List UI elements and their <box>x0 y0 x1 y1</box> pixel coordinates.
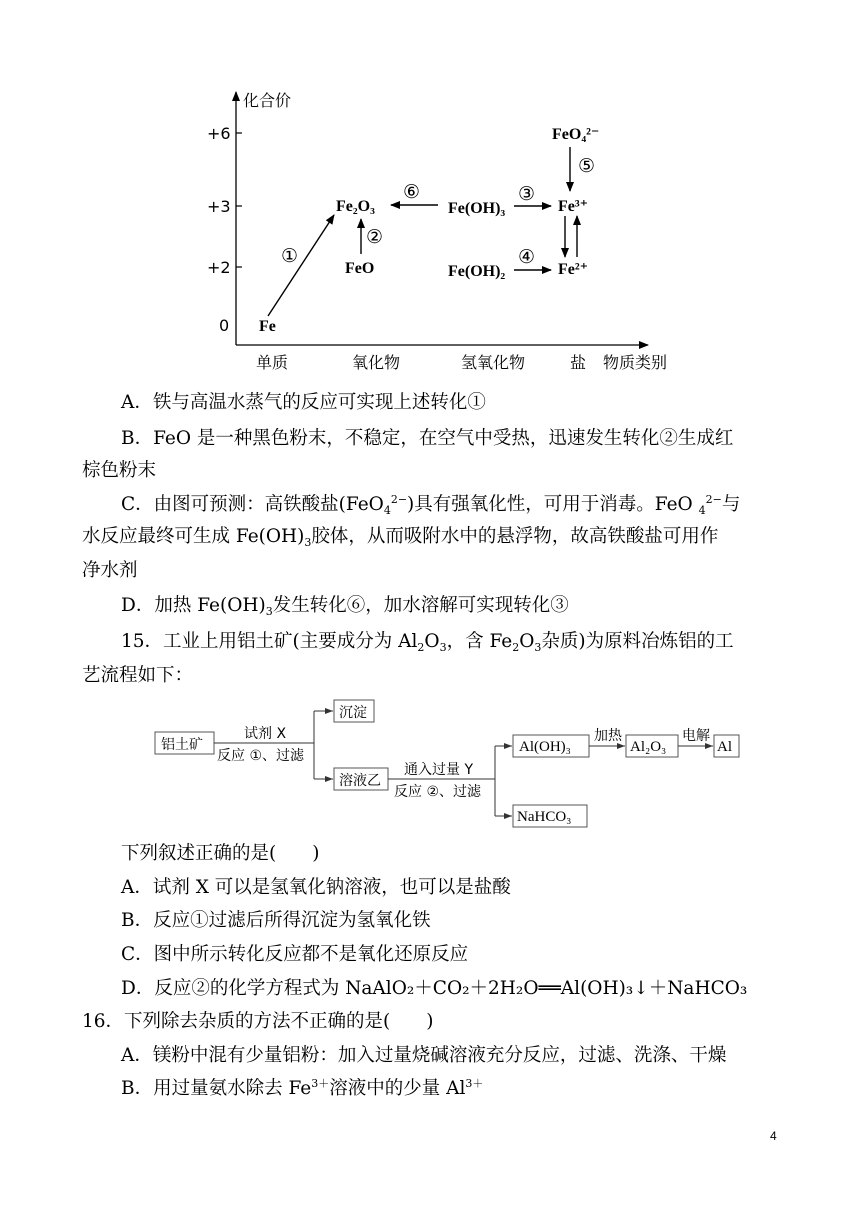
marker-5: ⑤ <box>578 155 596 177</box>
species-feo: FeO <box>345 260 375 277</box>
x-category: 盐 <box>570 353 587 372</box>
q16-option-b: B．用过量氨水除去 $Fe^{3+}$溶液中的少量 $Al^{3+}$ <box>121 1077 484 1099</box>
box-solution-b: 溶液乙 <box>339 773 381 789</box>
marker-4: ④ <box>518 246 536 268</box>
q14-option-d: D．加热 $Fe(OH)_3$发生转化⑥，加水溶解可实现转化③ <box>121 595 569 618</box>
q15-question: 下列叙述正确的是( ) <box>121 843 320 864</box>
y-tick: +6 <box>207 124 231 143</box>
label-reagent-x: 试剂 X <box>244 726 287 742</box>
q15-stem-cont: 艺流程如下： <box>82 665 194 686</box>
x-category: 单质 <box>256 353 289 372</box>
q14-option-b: B．FeO 是一种黑色粉末，不稳定，在空气中受热，迅速发生转化②生成红 <box>121 428 734 449</box>
y-tick: 0 <box>219 316 230 335</box>
y-tick: +2 <box>207 258 231 277</box>
q15-option-c: C．图中所示转化反应都不是氧化还原反应 <box>121 944 469 965</box>
box-precipitate: 沉淀 <box>339 705 367 721</box>
y-tick: +3 <box>207 197 231 216</box>
x-category: 氢氧化物 <box>461 353 526 372</box>
species-fe2o3: Fe₂O₃ <box>336 198 375 215</box>
species-feoh3: Fe(OH)₃ <box>448 200 506 217</box>
q14-option-a: A．铁与高温水蒸气的反应可实现上述转化① <box>121 392 486 413</box>
y-axis-label: 化合价 <box>243 91 292 110</box>
q15-option-d: D．反应②的化学方程式为 NaAlO₂＋CO₂＋2H₂O══Al(OH)₃↓＋NaHCO₃ <box>121 978 748 999</box>
label-reaction-1: 反应 ①、过滤 <box>217 748 305 764</box>
box-al2o3: Al₂O₃ <box>630 739 667 755</box>
box-al: Al <box>717 739 732 755</box>
x-axis-label: 物质类别 <box>603 353 668 372</box>
q14-option-c-cont2: 净水剂 <box>82 560 138 581</box>
box-ore: 铝土矿 <box>161 737 203 753</box>
label-electrolysis: 电解 <box>682 728 710 744</box>
q15-option-a: A．试剂 X 可以是氢氧化钠溶液，也可以是盐酸 <box>121 877 511 898</box>
q14-option-b-cont: 棕色粉末 <box>82 460 157 481</box>
marker-6: ⑥ <box>403 181 421 203</box>
q14-option-c-cont: 水反应最终可生成 $Fe(OH)_3$胶体，从而吸附水中的悬浮物，故高铁酸盐可用作 <box>82 526 719 549</box>
species-feo4: FeO₄²⁻ <box>552 126 600 143</box>
q15-stem: 15．工业上用铝土矿(主要成分为 $Al_2O_3$，含 $Fe_2O_3$杂质)为原料冶炼铝的工 <box>121 631 734 654</box>
marker-2: ② <box>366 226 384 248</box>
label-heat: 加热 <box>594 728 622 744</box>
q16-option-a: A．镁粉中混有少量铝粉：加入过量烧碱溶液充分反应，过滤、洗涤、干燥 <box>121 1045 727 1066</box>
q15-option-b: B．反应①过滤后所得沉淀为氢氧化铁 <box>121 910 431 931</box>
iron-valence-diagram <box>0 0 860 380</box>
page-number: 4 <box>770 1129 777 1143</box>
q14-option-c: C．由图可预测：高铁酸盐(FeO$_4^{2-}$)具有强氧化性，可用于消毒。FeO $_4^{2-}$与 <box>121 493 741 517</box>
species-fe2: Fe²⁺ <box>558 261 589 278</box>
box-nahco3: NaHCO₃ <box>517 809 572 825</box>
marker-3: ③ <box>518 183 536 205</box>
label-pass-y: 通入过量 Y <box>404 762 474 778</box>
box-aloh3: Al(OH)₃ <box>519 739 571 755</box>
species-feoh2: Fe(OH)₂ <box>448 263 506 280</box>
aluminum-process-flowchart <box>0 690 860 840</box>
q16-question: 16．下列除去杂质的方法不正确的是( ) <box>82 1011 434 1032</box>
marker-1: ① <box>281 245 299 267</box>
arrow-1 <box>268 215 334 316</box>
label-reaction-2: 反应 ②、过滤 <box>394 784 482 800</box>
species-fe: Fe <box>259 318 276 335</box>
species-fe3: Fe³⁺ <box>558 198 589 215</box>
x-category: 氧化物 <box>352 353 401 372</box>
